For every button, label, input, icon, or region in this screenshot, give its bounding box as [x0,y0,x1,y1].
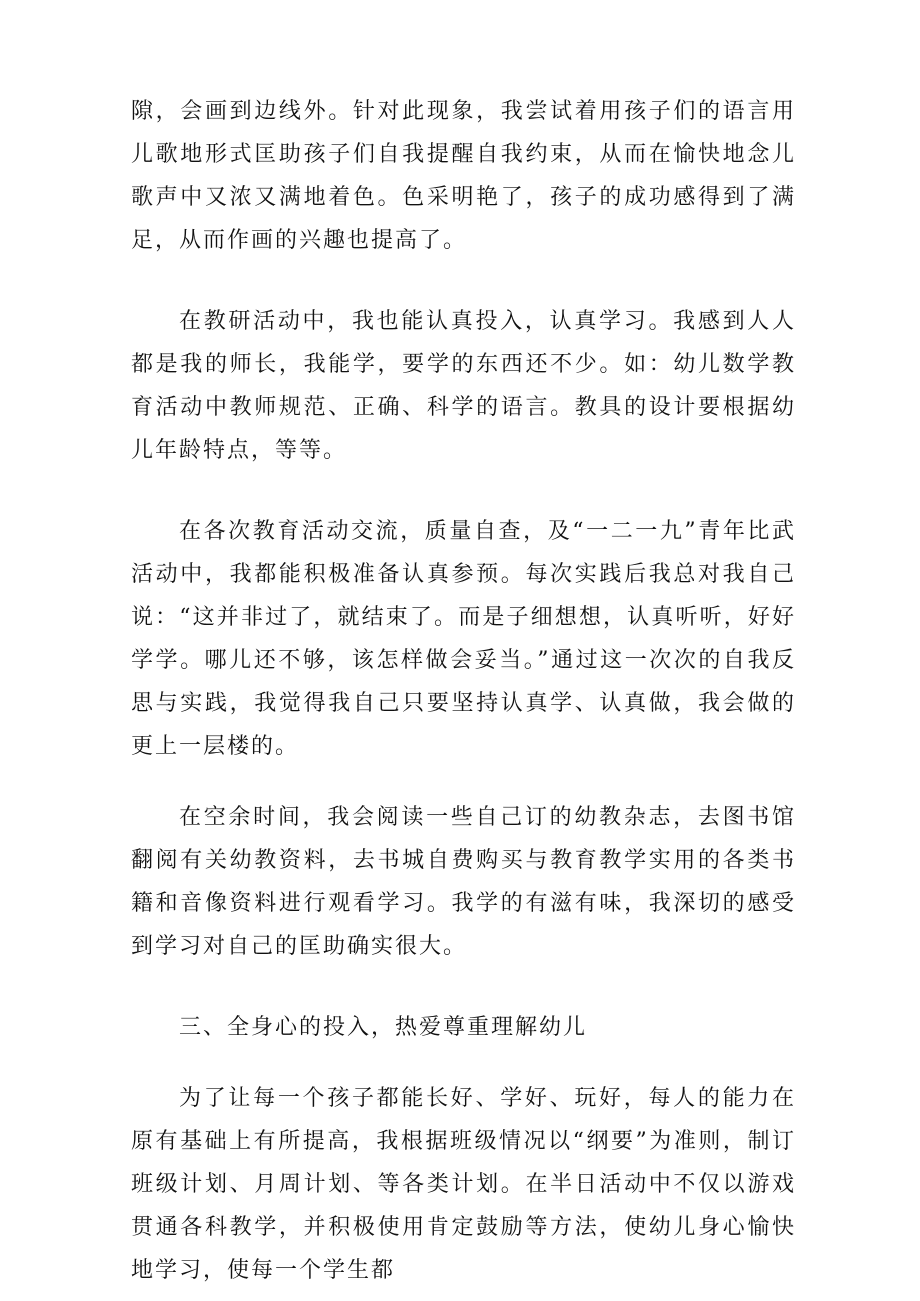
paragraph-gap [131,768,796,796]
section-heading: 三、全身心的投入，热爱尊重理解幼儿 [179,1015,588,1040]
paragraph-3: 在各次教育活动交流，质量自查，及“一二一九”青年比武活动中，我都能积极准备认真参预。每次实践后我总对我自己说：“这并非过了，就结束了。而是子细想想，认真听听，好好学学。哪儿还不够，该怎样做会妥当。”通过这一次次的自我反思与实践，我觉得我自己只要坚持认真学、认真做，我会做的更上一层楼的。 [131,519,796,759]
paragraph-2: 在教研活动中，我也能认真投入，认真学习。我感到人人都是我的师长，我能学，要学的东西还不少。如：幼儿数学教育活动中教师规范、正确、科学的语言。教具的设计要根据幼儿年龄特点，等等。 [131,309,796,463]
paragraph-gap [131,262,796,300]
paragraph-gap [131,1049,796,1077]
paragraph-4: 在空余时间，我会阅读一些自己订的幼教杂志，去图书馆翻阅有关幼教资料，去书城自费购买与教育教学实用的各类书籍和音像资料进行观看学习。我学的有滋有味，我深切的感受到学习对自己的匡助确实很大。 [131,805,796,959]
paragraph-gap [131,472,796,510]
document-body [131,90,796,1292]
paragraph-5: 为了让每一个孩子都能长好、学好、玩好，每人的能力在原有基础上有所提高，我根据班级情况以“纲要”为准则，制订班级计划、月周计划、等各类计划。在半日活动中不仅以游戏贯通各科教学，并积极使用肯定鼓励等方法，使幼儿身心愉快地学习，使每一个学生都 [131,1086,796,1283]
paragraph-gap [131,968,796,1006]
paragraph-1: 隙，会画到边线外。针对此现象，我尝试着用孩子们的语言用儿歌地形式匡助孩子们自我提醒自我约束，从而在愉快地念儿歌声中又浓又满地着色。色采明艳了，孩子的成功感得到了满足，从而作画的兴趣也提高了。 [131,99,796,253]
